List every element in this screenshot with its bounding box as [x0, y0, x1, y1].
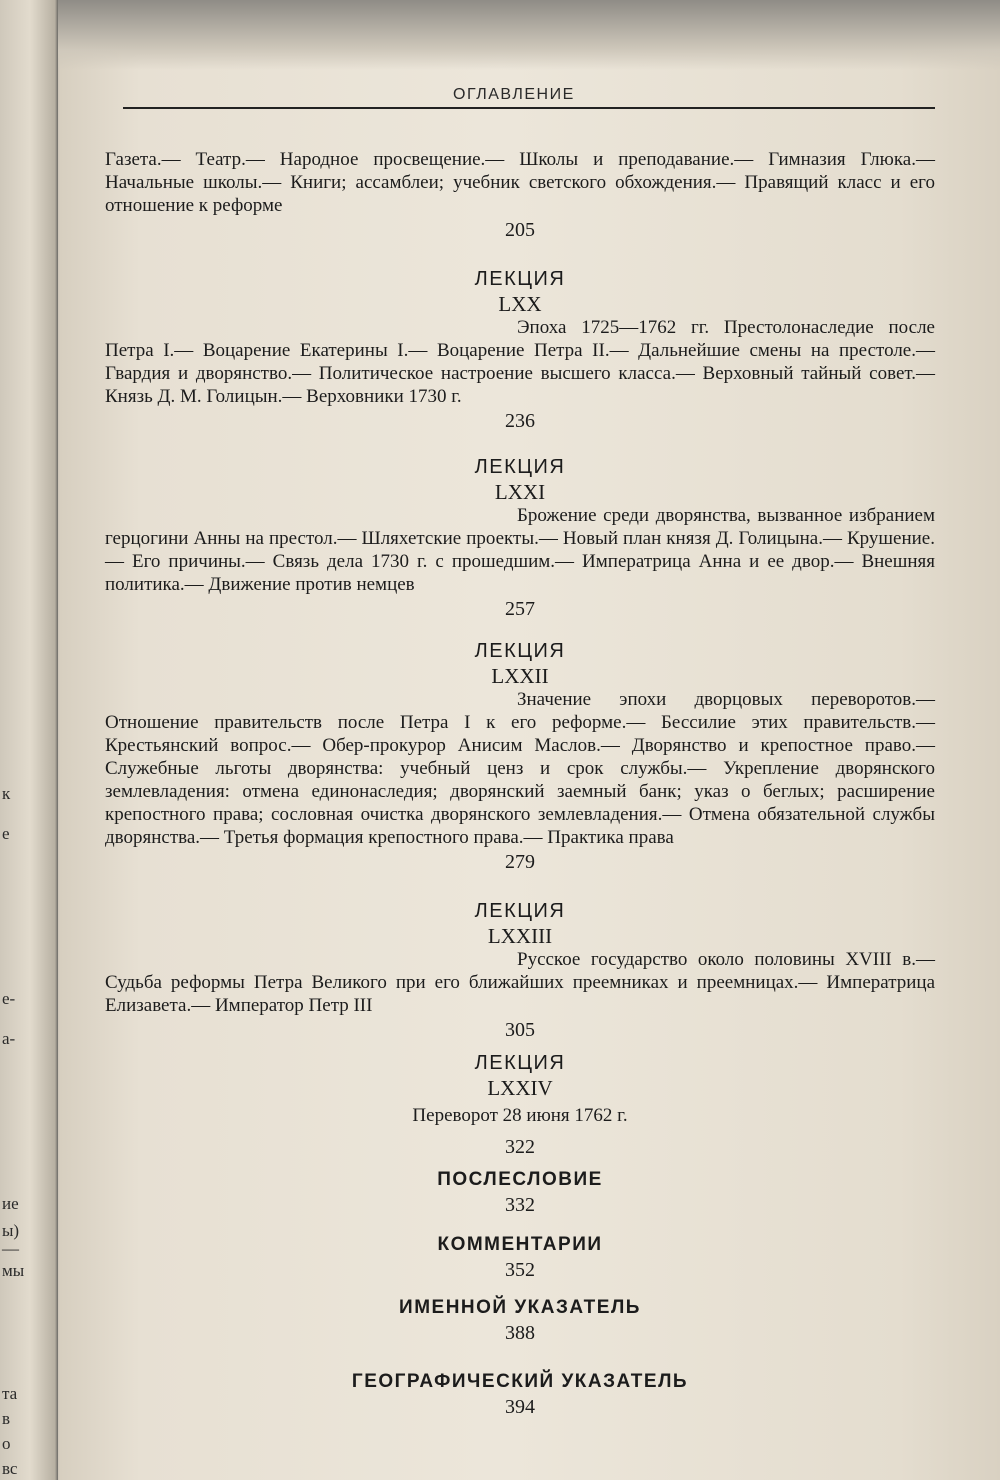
toc-entry-afterword — [105, 1168, 935, 1217]
page-number: 205 — [505, 219, 535, 241]
page-number: 332 — [505, 1194, 535, 1216]
entry-text: Русское государство около половины XVIII в.— Судьба реформы Петра Великого при его ближайших преемниках и преемницах.— Императрица Елизавета.— Император Петр III — [105, 949, 935, 1016]
margin-fragment: ие — [2, 1194, 19, 1213]
header-rule — [123, 107, 935, 109]
section-title: ИМЕННОЙ УКАЗАТЕЛЬ — [399, 1297, 641, 1318]
running-head: ОГЛАВЛЕНИЕ — [453, 86, 575, 103]
lecture-label: ЛЕКЦИЯ — [474, 268, 566, 290]
margin-fragment: а- — [2, 1029, 16, 1048]
margin-fragment: о — [2, 1434, 11, 1453]
toc-entry-geo-index — [105, 1370, 935, 1419]
page-number: 236 — [505, 410, 535, 432]
page-number: 279 — [505, 851, 535, 873]
toc-entry-lecture-74 — [105, 1052, 935, 1159]
page-number: 322 — [505, 1136, 535, 1158]
section-title: ГЕОГРАФИЧЕСКИЙ УКАЗАТЕЛЬ — [351, 1371, 689, 1392]
toc-entry-name-index — [105, 1296, 935, 1345]
margin-fragment: та — [2, 1384, 18, 1403]
toc-entry-lecture-71 — [105, 456, 935, 621]
lecture-number: LXXIII — [487, 924, 553, 948]
page-number: 305 — [505, 1019, 535, 1041]
entry-text: Газета.— Театр.— Народное просвещение.— Школы и преподавание.— Гимназия Глюка.— Начальные школы.— Книги; ассамблеи; учебник светского обхождения.— Правящий класс и его отношение к реформе — [105, 149, 935, 216]
page-number: 394 — [505, 1396, 535, 1418]
margin-fragment: — — [2, 1239, 19, 1258]
left-page-edge — [0, 0, 58, 1480]
lecture-label: ЛЕКЦИЯ — [474, 1052, 566, 1074]
lecture-label: ЛЕКЦИЯ — [474, 900, 566, 922]
margin-fragment: в — [2, 1409, 11, 1428]
section-title: КОММЕНТАРИИ — [437, 1234, 603, 1255]
entry-text: Эпоха 1725—1762 гг. Престолонаследие после Петра I.— Воцарение Екатерины I.— Воцарение Петра II.— Дальнейшие смены на престоле.— Гвардия и дворянство.— Политическое настроение высшего класса.— Верховный тайный совет.— Князь Д. М. Голицын.— Верховники 1730 г. — [105, 317, 935, 407]
toc-entry-lecture-70 — [105, 268, 935, 433]
page-number: 257 — [505, 598, 535, 620]
lecture-label: ЛЕКЦИЯ — [474, 456, 566, 478]
page-top-shadow — [0, 0, 1000, 70]
margin-fragment: вс — [2, 1459, 18, 1478]
page-number: 352 — [505, 1259, 535, 1281]
lecture-number: LXXI — [494, 480, 546, 504]
margin-fragment: мы — [2, 1261, 25, 1280]
entry-text: Значение эпохи дворцовых переворотов.— Отношение правительств после Петра I к его реформе.— Бессилие этих правительств.— Крестьянский вопрос.— Обер-прокурор Анисим Маслов.— Дворянство и крепостное право.— Служебные льготы дворянства: учебный ценз и срок службы.— Укрепление дворянского землевладения: отмена единонаследия; дворянский заемный банк; указ о беглых; расширение крепостного права; сословная очистка дворянского землевладения.— Отмена обязательной службы дворянства.— Третья формация крепостного права.— Практика права — [105, 689, 935, 848]
page-number: 388 — [505, 1322, 535, 1344]
toc-entry-intro — [105, 148, 935, 242]
lecture-number: LXX — [498, 292, 542, 316]
entry-text: Брожение среди дворянства, вызванное избранием герцогини Анны на престол.— Шляхетские проекты.— Новый план князя Д. Голицына.— Крушение.— Его причины.— Связь дела 1730 г. с прошедшим.— Императрица Анна и ее двор.— Внешняя политика.— Движение против немцев — [105, 505, 935, 595]
margin-fragment: к — [2, 784, 11, 803]
margin-fragment: е- — [2, 989, 16, 1008]
entry-text: Переворот 28 июня 1762 г. — [412, 1105, 628, 1126]
section-title: ПОСЛЕСЛОВИЕ — [437, 1169, 603, 1190]
lecture-number: LXXIV — [487, 1076, 553, 1100]
margin-fragment: е — [2, 824, 10, 843]
margin-fragment: ы) — [2, 1221, 20, 1240]
lecture-label: ЛЕКЦИЯ — [474, 640, 566, 662]
lecture-number: LXXII — [491, 664, 549, 688]
toc-entry-lecture-73 — [105, 900, 935, 1042]
toc-entry-lecture-72 — [105, 640, 935, 874]
toc-entry-comments — [105, 1233, 935, 1282]
